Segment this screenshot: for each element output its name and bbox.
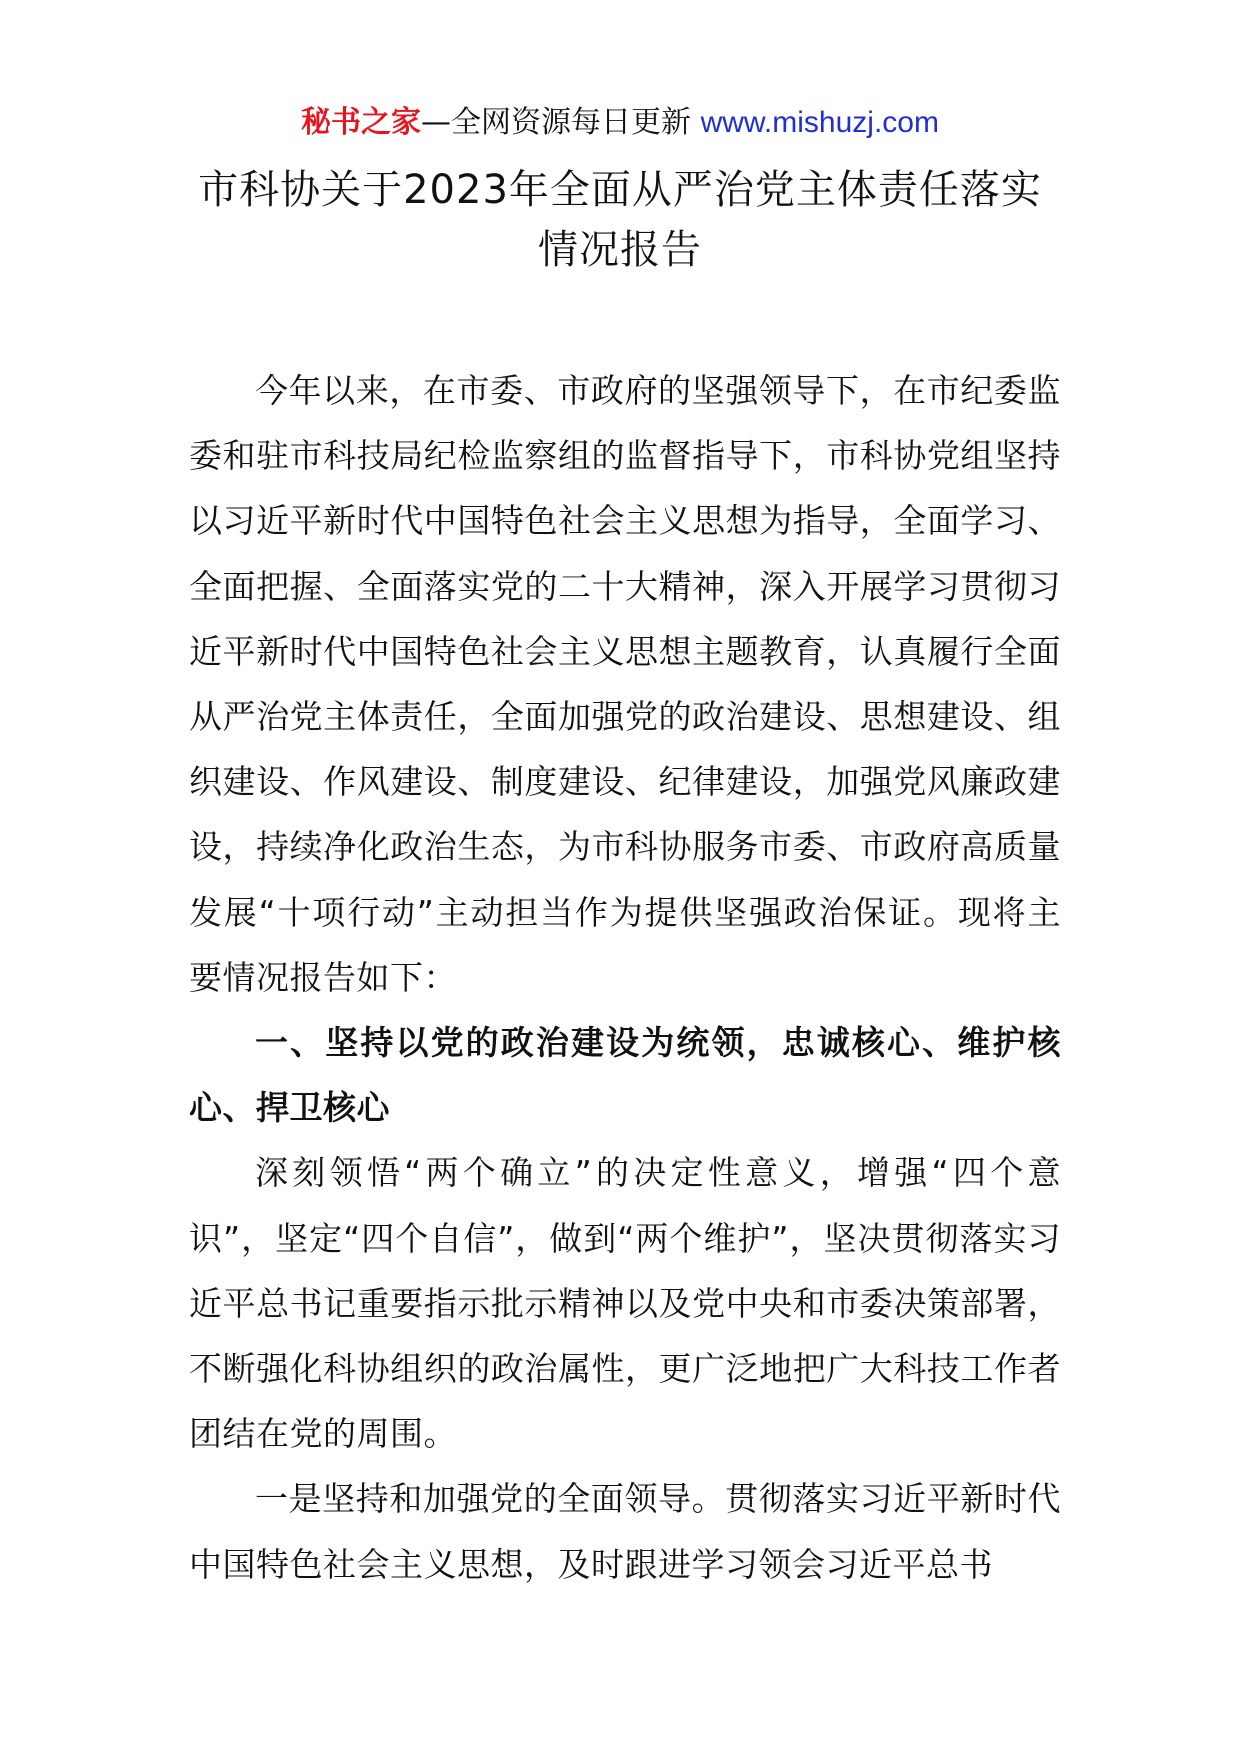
section-1-heading: 一、坚持以党的政治建设为统领，忠诚核心、维护核心、捍卫核心 bbox=[189, 1023, 1061, 1128]
header-tagline: —全网资源每日更新 bbox=[421, 105, 692, 140]
point-1-paragraph: 一是坚持和加强党的全面领导。贯彻落实习近平新时代中国特色社会主义思想，及时跟进学习领会习近平总书 bbox=[189, 1479, 1061, 1584]
title-line-2: 情况报告 bbox=[538, 227, 702, 273]
document-title bbox=[170, 160, 1070, 280]
title-line-1: 市科协关于2023年全面从严治党主体责任落实 bbox=[198, 167, 1042, 213]
section-1-paragraph: 深刻领悟“两个确立”的决定性意义，增强“四个意识”，坚定“四个自信”，做到“两个维护”，坚决贯彻落实习近平总书记重要指示批示精神以及党中央和市委决策部署，不断强化科协组织的政治属性，更广泛地把广大科技工作者团结在党的周围。 bbox=[189, 1153, 1061, 1454]
site-url-link[interactable]: www.mishuzj.com bbox=[700, 106, 939, 139]
brand-name: 秘书之家 bbox=[301, 105, 422, 140]
document-body bbox=[189, 358, 1061, 1597]
intro-paragraph: 今年以来，在市委、市政府的坚强领导下，在市纪委监委和驻市科技局纪检监察组的监督指导下，市科协党组坚持以习近平新时代中国特色社会主义思想为指导，全面学习、全面把握、全面落实党的二十大精神，深入开展学习贯彻习近平新时代中国特色社会主义思想主题教育，认真履行全面从严治党主体责任，全面加强党的政治建设、思想建设、组织建设、作风建设、制度建设、纪律建设，加强党风廉政建设，持续净化政治生态，为市科协服务市委、市政府高质量发展“十项行动”主动担当作为提供坚强政治保证。现将主要情况报告如下： bbox=[189, 371, 1061, 997]
site-header bbox=[0, 100, 1240, 146]
